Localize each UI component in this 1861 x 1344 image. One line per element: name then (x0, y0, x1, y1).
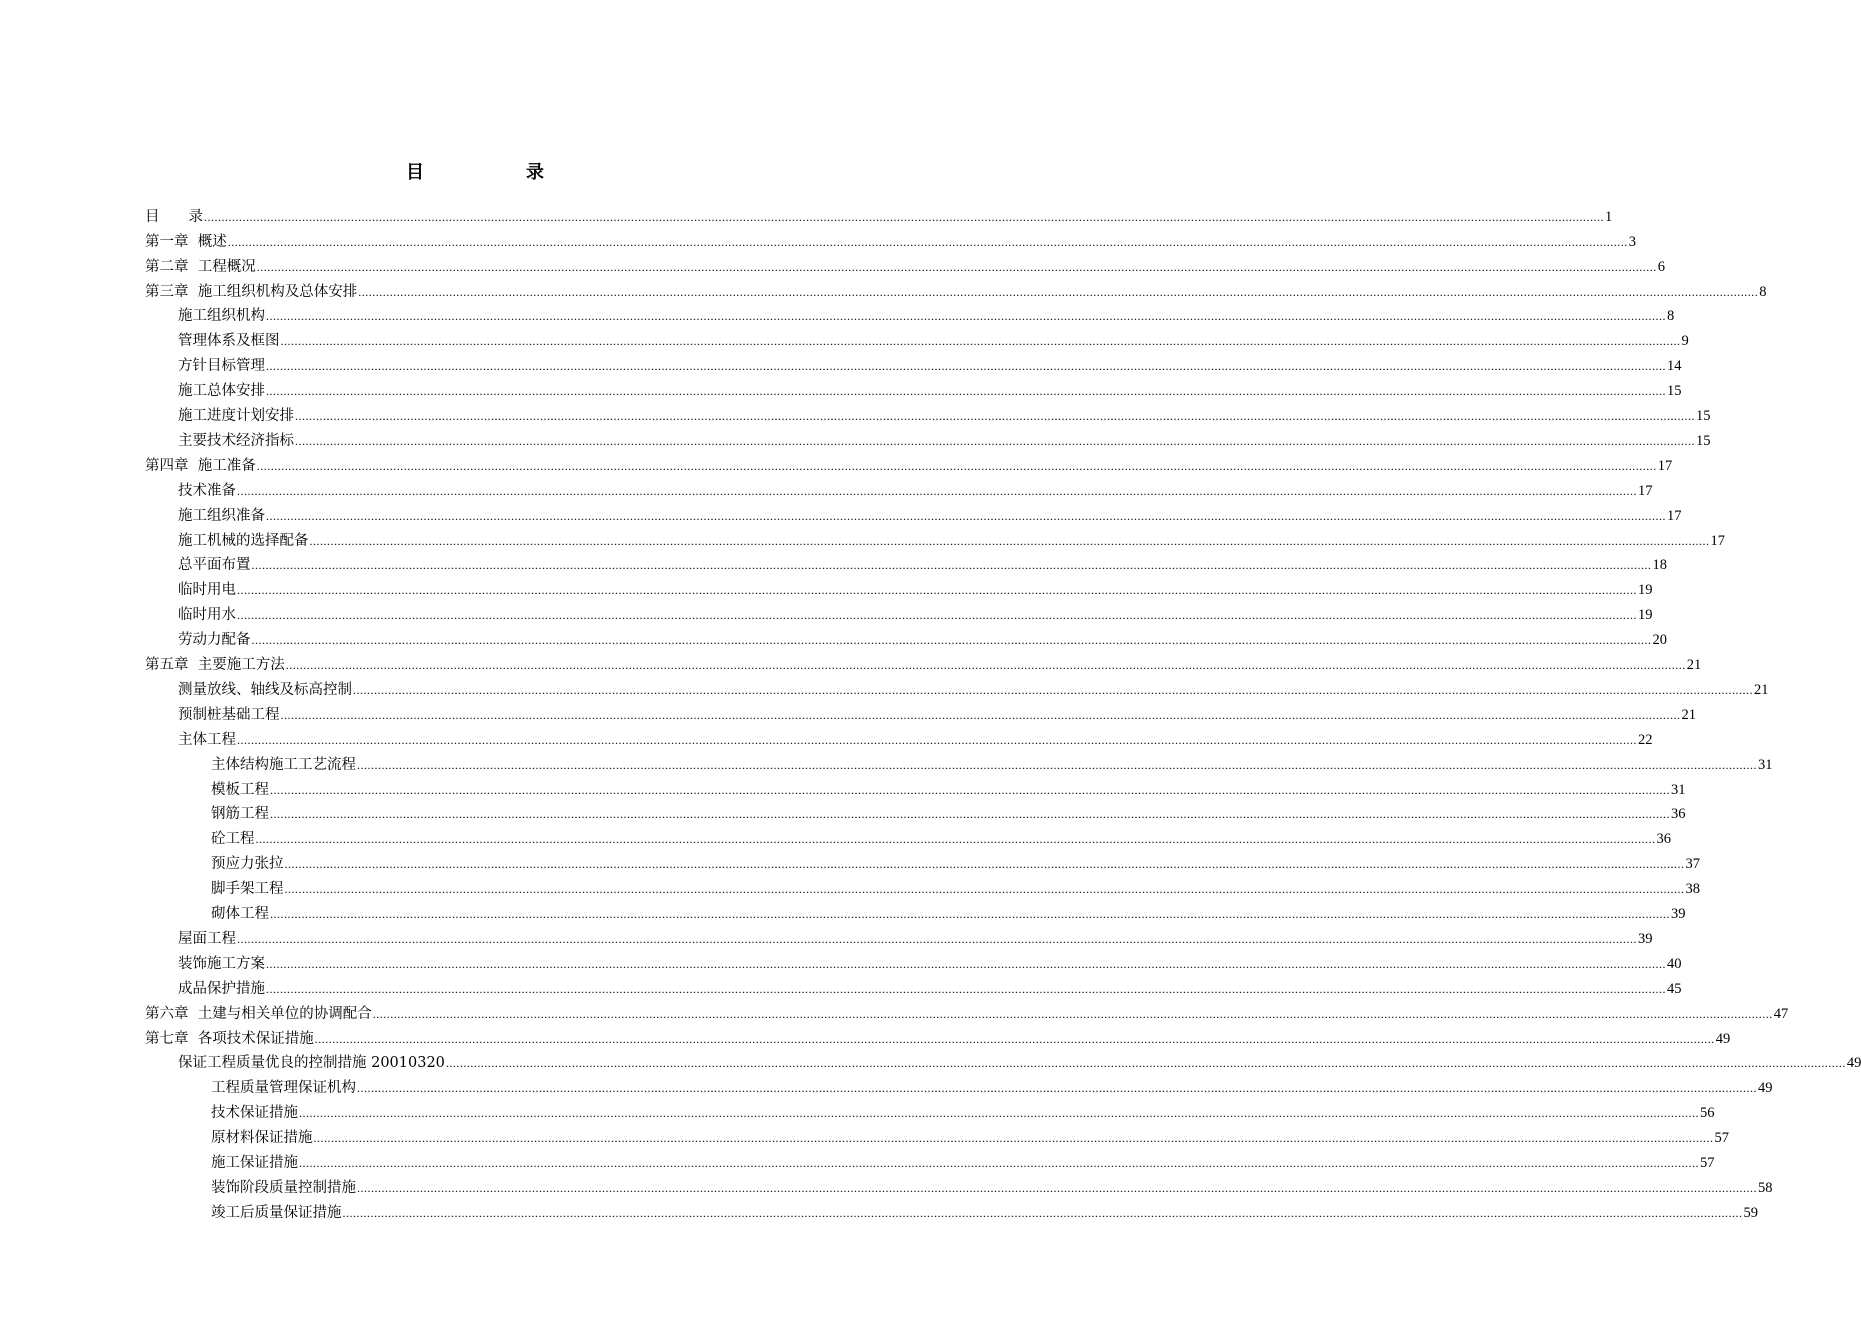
dot-leader: ................................................................................................................................................................................................................................................................................................................................................................................................................ (309, 533, 1710, 548)
toc-page-number: 31 (1671, 781, 1686, 798)
toc-page-number: 56 (1700, 1105, 1715, 1122)
toc-entry-title: 测量放线、轴线及标高控制 (178, 681, 352, 698)
toc-entry-title: 第二章 工程概况 (145, 258, 256, 275)
toc-page-number: 59 (1743, 1204, 1758, 1221)
dot-leader: ................................................................................................................................................................................................................................................................................................................................................................................................................ (266, 981, 1666, 996)
toc-entry[interactable] (178, 425, 1711, 450)
dot-leader: ................................................................................................................................................................................................................................................................................................................................................................................................................ (227, 234, 1628, 249)
toc-entry-title: 施工保证措施 (211, 1155, 298, 1172)
toc-entry[interactable] (178, 699, 1696, 724)
toc-page-number: 39 (1638, 930, 1653, 947)
dot-leader: ................................................................................................................................................................................................................................................................................................................................................................................................................ (357, 757, 1757, 772)
toc-entry-title: 临时用水 (178, 607, 236, 624)
toc-page-number: 17 (1657, 457, 1673, 474)
dot-leader: ................................................................................................................................................................................................................................................................................................................................................................................................................ (358, 284, 1759, 299)
toc-entry[interactable] (145, 1023, 1731, 1048)
toc-entry[interactable] (211, 1147, 1715, 1172)
dot-leader: ................................................................................................................................................................................................................................................................................................................................................................................................................ (299, 1106, 1699, 1121)
toc-page-number: 57 (1714, 1130, 1729, 1147)
dot-leader: ................................................................................................................................................................................................................................................................................................................................................................................................................ (266, 508, 1666, 523)
toc-page-number: 39 (1671, 906, 1686, 923)
dot-leader: ................................................................................................................................................................................................................................................................................................................................................................................................................ (445, 1056, 1846, 1071)
toc-entry-title: 第五章 主要施工方法 (145, 657, 285, 674)
toc-entry[interactable] (211, 1073, 1773, 1098)
toc-page-number: 31 (1758, 756, 1773, 773)
toc-entry[interactable] (211, 1097, 1715, 1122)
toc-page-number: 15 (1667, 383, 1682, 400)
toc-page-number: 15 (1696, 408, 1711, 425)
toc-entry[interactable] (178, 375, 1682, 400)
toc-entry[interactable] (178, 525, 1725, 550)
toc-entry[interactable] (211, 774, 1686, 799)
dot-leader: ................................................................................................................................................................................................................................................................................................................................................................................................................ (204, 209, 1604, 224)
toc-entry-title: 第七章 各项技术保证措施 (145, 1030, 314, 1047)
dot-leader: ................................................................................................................................................................................................................................................................................................................................................................................................................ (270, 807, 1670, 822)
toc-page-number: 3 (1628, 233, 1636, 250)
toc-entry[interactable] (178, 624, 1667, 649)
toc-entry-title: 施工进度计划安排 (178, 408, 294, 425)
toc-page-number: 15 (1696, 432, 1711, 449)
dot-leader: ................................................................................................................................................................................................................................................................................................................................................................................................................ (280, 707, 1681, 722)
toc-entry[interactable] (145, 251, 1665, 276)
toc-entry[interactable] (145, 276, 1767, 301)
toc-page-number: 47 (1773, 1005, 1789, 1022)
toc-entry-title: 技术准备 (178, 482, 236, 499)
toc-entry-title: 装饰阶段质量控制措施 (211, 1179, 356, 1196)
dot-leader: ................................................................................................................................................................................................................................................................................................................................................................................................................ (251, 633, 1652, 648)
dot-leader: ................................................................................................................................................................................................................................................................................................................................................................................................................ (237, 732, 1637, 747)
toc-entry-title: 第一章 概述 (145, 233, 227, 250)
toc-entry[interactable] (145, 226, 1636, 251)
toc-entry-title: 成品保护措施 (178, 980, 265, 997)
toc-page-number: 38 (1685, 881, 1700, 898)
dot-leader: ................................................................................................................................................................................................................................................................................................................................................................................................................ (270, 907, 1670, 922)
toc-entry-title: 工程质量管理保证机构 (211, 1080, 356, 1097)
toc-entry-title: 脚手架工程 (211, 881, 284, 898)
toc-entry[interactable] (211, 1122, 1729, 1147)
toc-page-number: 37 (1685, 856, 1700, 873)
toc-page-number: 1 (1605, 208, 1613, 225)
toc-page-number: 36 (1671, 806, 1686, 823)
dot-leader: ................................................................................................................................................................................................................................................................................................................................................................................................................ (237, 931, 1637, 946)
dot-leader: ................................................................................................................................................................................................................................................................................................................................................................................................................ (237, 583, 1637, 598)
toc-entry-title: 施工机械的选择配备 (178, 532, 309, 549)
toc-entry-title: 方针目标管理 (178, 358, 265, 375)
toc-page-number: 17 (1638, 482, 1653, 499)
toc-entry-title: 预应力张拉 (211, 856, 284, 873)
toc-entry[interactable] (178, 674, 1769, 699)
dot-leader: ................................................................................................................................................................................................................................................................................................................................................................................................................ (266, 384, 1666, 399)
toc-page-number: 57 (1700, 1155, 1715, 1172)
toc-page-number: 6 (1657, 258, 1665, 275)
toc-entry[interactable] (178, 923, 1653, 948)
toc-entry-title: 主要技术经济指标 (178, 432, 294, 449)
toc-entry[interactable] (211, 1197, 1758, 1222)
toc-entry-title: 管理体系及框图 (178, 333, 280, 350)
toc-page-number: 58 (1758, 1179, 1773, 1196)
dot-leader: ................................................................................................................................................................................................................................................................................................................................................................................................................ (295, 409, 1695, 424)
toc-entry-title: 施工总体安排 (178, 383, 265, 400)
toc-entry[interactable] (211, 848, 1700, 873)
toc-entry[interactable] (145, 649, 1702, 674)
dot-leader: ................................................................................................................................................................................................................................................................................................................................................................................................................ (237, 608, 1637, 623)
toc-entry[interactable] (211, 1172, 1773, 1197)
toc-entry-title: 模板工程 (211, 781, 269, 798)
toc-entry-title: 主体结构施工工艺流程 (211, 756, 356, 773)
dot-leader: ................................................................................................................................................................................................................................................................................................................................................................................................................ (313, 1131, 1714, 1146)
toc-page-number: 17 (1667, 507, 1682, 524)
toc-entry[interactable] (178, 350, 1682, 375)
toc-entry[interactable] (178, 500, 1682, 525)
toc-entry[interactable] (178, 326, 1689, 351)
toc-entry-title: 预制桩基础工程 (178, 706, 280, 723)
toc-page-number: 8 (1667, 308, 1675, 325)
toc-entry-title: 施工组织准备 (178, 507, 265, 524)
toc-entry[interactable] (145, 201, 1613, 226)
toc-entry[interactable] (178, 400, 1711, 425)
toc-entry-title: 竣工后质量保证措施 (211, 1204, 342, 1221)
toc-entry-title: 主体工程 (178, 731, 236, 748)
toc-entry[interactable] (145, 998, 1789, 1023)
toc-entry[interactable] (211, 873, 1700, 898)
dot-leader: ................................................................................................................................................................................................................................................................................................................................................................................................................ (299, 1156, 1699, 1171)
toc-entry-title: 屋面工程 (178, 930, 236, 947)
toc-page-number: 17 (1710, 532, 1725, 549)
toc-entry[interactable] (211, 799, 1686, 824)
toc-page-number: 40 (1667, 955, 1682, 972)
dot-leader: ................................................................................................................................................................................................................................................................................................................................................................................................................ (256, 259, 1657, 274)
toc-page-number: 9 (1681, 333, 1689, 350)
toc-entry[interactable] (145, 450, 1673, 475)
toc-page-number: 20 (1652, 632, 1667, 649)
toc-entry-title: 保证工程质量优良的控制措施 20010320 (178, 1055, 445, 1072)
toc-entry-title: 临时用电 (178, 582, 236, 599)
toc-page-number: 45 (1667, 980, 1682, 997)
toc-entry[interactable] (211, 898, 1686, 923)
toc-entry[interactable] (211, 749, 1773, 774)
toc-entry-title: 砼工程 (211, 831, 255, 848)
toc-entry-title: 装饰施工方案 (178, 955, 265, 972)
dot-leader: ................................................................................................................................................................................................................................................................................................................................................................................................................ (357, 1081, 1757, 1096)
toc-entry[interactable] (178, 599, 1653, 624)
toc-page-number: 19 (1638, 607, 1653, 624)
dot-leader: ................................................................................................................................................................................................................................................................................................................................................................................................................ (256, 458, 1657, 473)
toc-entry[interactable] (178, 301, 1675, 326)
dot-leader: ................................................................................................................................................................................................................................................................................................................................................................................................................ (270, 782, 1670, 797)
toc-entry[interactable] (178, 973, 1682, 998)
toc-page-number: 49 (1758, 1080, 1773, 1097)
toc-entry-title: 第六章 土建与相关单位的协调配合 (145, 1005, 372, 1022)
dot-leader: ................................................................................................................................................................................................................................................................................................................................................................................................................ (237, 483, 1637, 498)
toc-entry[interactable] (211, 824, 1671, 849)
dot-leader: ................................................................................................................................................................................................................................................................................................................................................................................................................ (357, 1180, 1757, 1195)
toc-entry[interactable] (178, 575, 1653, 600)
toc-page-number: 36 (1656, 831, 1671, 848)
toc-page-number: 22 (1638, 731, 1653, 748)
dot-leader: ................................................................................................................................................................................................................................................................................................................................................................................................................ (284, 857, 1685, 872)
toc-entry-title: 原材料保证措施 (211, 1130, 313, 1147)
dot-leader: ................................................................................................................................................................................................................................................................................................................................................................................................................ (314, 1031, 1715, 1046)
toc-entry-title: 砌体工程 (211, 906, 269, 923)
dot-leader: ................................................................................................................................................................................................................................................................................................................................................................................................................ (255, 832, 1656, 847)
toc-entry[interactable] (178, 948, 1682, 973)
dot-leader: ................................................................................................................................................................................................................................................................................................................................................................................................................ (372, 1006, 1773, 1021)
dot-leader: ................................................................................................................................................................................................................................................................................................................................................................................................................ (251, 558, 1652, 573)
toc-page-number: 8 (1759, 283, 1767, 300)
toc-entry-title: 第四章 施工准备 (145, 457, 256, 474)
dot-leader: ................................................................................................................................................................................................................................................................................................................................................................................................................ (280, 334, 1681, 349)
dot-leader: ................................................................................................................................................................................................................................................................................................................................................................................................................ (295, 433, 1695, 448)
page-title: 目 录 (406, 162, 586, 183)
toc-page-number: 49 (1846, 1055, 1861, 1072)
toc-entry[interactable] (178, 1048, 1861, 1073)
toc-entry-title: 总平面布置 (178, 557, 251, 574)
dot-leader: ................................................................................................................................................................................................................................................................................................................................................................................................................ (353, 682, 1753, 697)
toc-page-number: 18 (1652, 557, 1667, 574)
toc-page-number: 14 (1667, 358, 1682, 375)
toc-entry-title: 钢筋工程 (211, 806, 269, 823)
dot-leader: ................................................................................................................................................................................................................................................................................................................................................................................................................ (285, 658, 1686, 673)
toc-entry-title: 第三章 施工组织机构及总体安排 (145, 283, 358, 300)
dot-leader: ................................................................................................................................................................................................................................................................................................................................................................................................................ (266, 309, 1666, 324)
toc-entry-title: 技术保证措施 (211, 1105, 298, 1122)
toc-entry-title: 施工组织机构 (178, 308, 265, 325)
dot-leader: ................................................................................................................................................................................................................................................................................................................................................................................................................ (284, 882, 1685, 897)
toc-entry-title: 目 录 (145, 208, 203, 225)
toc-page-number: 21 (1686, 657, 1702, 674)
toc-entry-title: 劳动力配备 (178, 632, 251, 649)
toc-entry[interactable] (178, 550, 1667, 575)
dot-leader: ................................................................................................................................................................................................................................................................................................................................................................................................................ (266, 956, 1666, 971)
toc-page-number: 21 (1754, 681, 1769, 698)
toc-page-number: 49 (1715, 1030, 1731, 1047)
toc-entry[interactable] (178, 475, 1653, 500)
dot-leader: ................................................................................................................................................................................................................................................................................................................................................................................................................ (266, 359, 1666, 374)
toc-entry[interactable] (178, 724, 1653, 749)
toc-page-number: 19 (1638, 582, 1653, 599)
dot-leader: ................................................................................................................................................................................................................................................................................................................................................................................................................ (342, 1205, 1743, 1220)
toc-page-number: 21 (1681, 706, 1696, 723)
